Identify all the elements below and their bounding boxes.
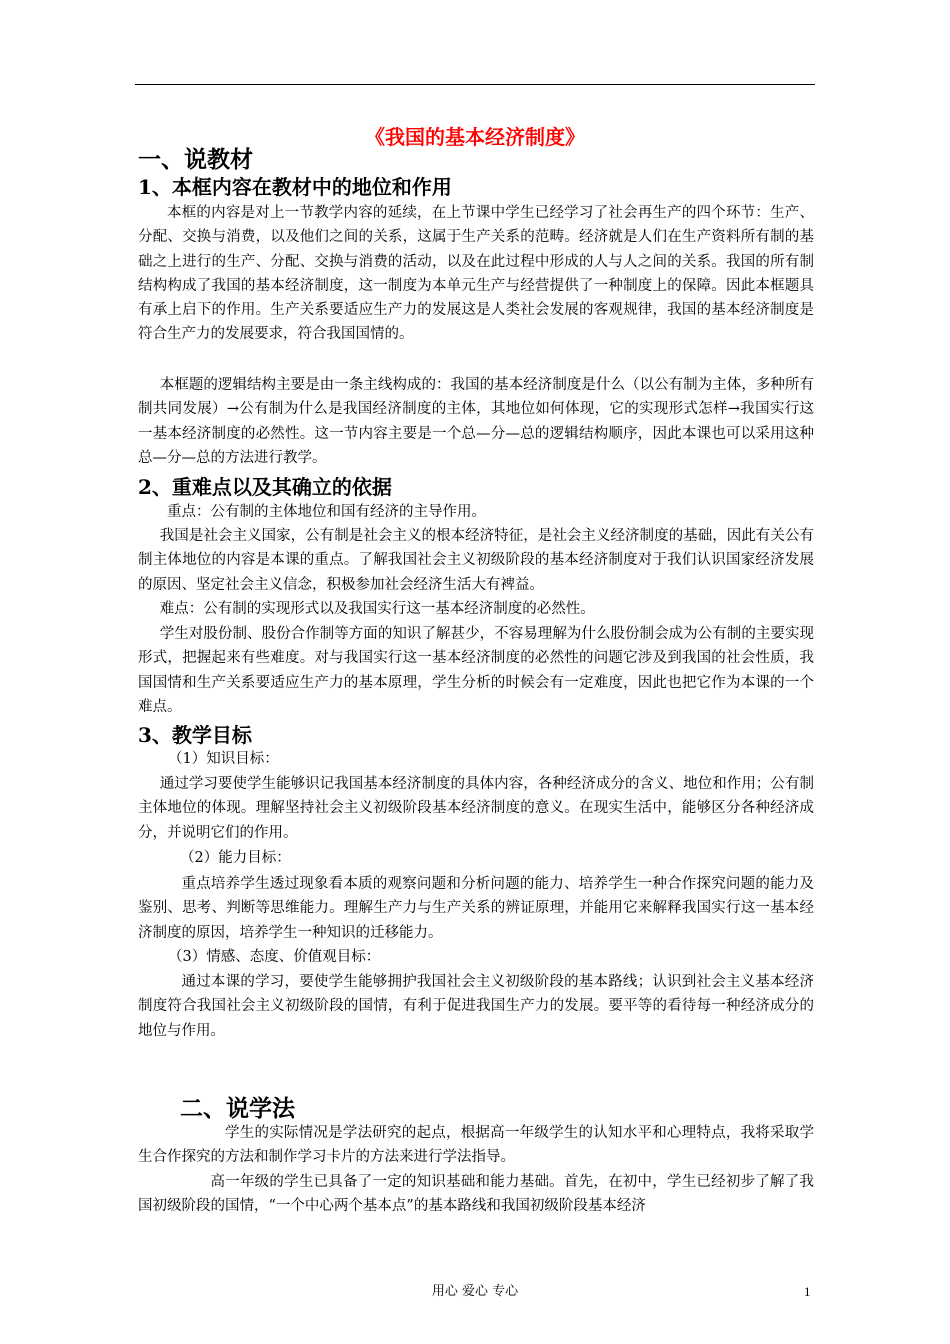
- paragraph: 本框题的逻辑结构主要是由一条主线构成的：我国的基本经济制度是什么（以公有制为主体，多种所有制共同发展）→公有制为什么是我国经济制度的主体，其地位如何体现，它的实现形式怎样→我国实行这一基本经济制度的必然性。这一节内容主要是一个总—分—总的逻辑结构顺序，因此本课也可以采用这种总—分—总的方法进行教学。: [138, 377, 814, 466]
- paragraph: 学生对股份制、股份合作制等方面的知识了解甚少，不容易理解为什么股份制会成为公有制的主要实现形式，把握起来有些难度。对与我国实行这一基本经济制度的必然性的问题它涉及到我国的社会性质，我国国情和生产关系要适应生产力的基本原理，学生分析的时候会有一定难度，因此也把它作为本课的一个难点。: [138, 626, 814, 715]
- footer-text: 用心 爱心 专心: [431, 1284, 519, 1299]
- paragraph: 重点：公有制的主体地位和国有经济的主导作用。: [167, 504, 486, 520]
- section-heading-2: 二、说学法: [180, 1095, 295, 1122]
- header-rule: [135, 84, 815, 85]
- page-number: 1: [804, 1284, 811, 1299]
- paragraph: 我国是社会主义国家，公有制是社会主义的根本经济特征，是社会主义经济制度的基础，因此有关公有制主体地位的内容是本课的重点。了解我国社会主义初级阶段的基本经济制度对于我们认识国家经济发展的原因、坚定社会主义信念，积极参加社会经济生活大有裨益。: [138, 528, 814, 593]
- section-heading-1: 一、说教材: [138, 146, 253, 173]
- paragraph: 本框的内容是对上一节教学内容的延续，在上节课中学生已经学习了社会再生产的四个环节：生产、分配、交换与消费，以及他们之间的关系，这属于生产关系的范畴。经济就是人们在生产资料所有制的基础之上进行的生产、分配、交换与消费的活动，以及在此过程中形成的人与人之间的关系。我国的所有制结构构成了我国的基本经济制度，这一制度为本单元生产与经营提供了一种制度上的保障。因此本框题具有承上启下的作用。生产关系要适应生产力的发展这是人类社会发展的客观规律，我国的基本经济制度是符合生产力的发展要求，符合我国国情的。: [138, 205, 814, 343]
- paragraph: 重点培养学生透过现象看本质的观察问题和分析问题的能力、培养学生一种合作探究问题的能力及鉴别、思考、判断等思维能力。理解生产力与生产关系的辨证原理，并能用它来解释我国实行这一基本经济制度的原因，培养学生一种知识的迁移能力。: [138, 876, 814, 941]
- paragraph: 通过学习要使学生能够识记我国基本经济制度的具体内容，各种经济成分的含义、地位和作用；公有制主体地位的体现。理解坚持社会主义初级阶段基本经济制度的意义。在现实生活中，能够区分各种经济成分，并说明它们的作用。: [138, 776, 814, 841]
- subsection-heading-1: 1、本框内容在教材中的地位和作用: [138, 175, 452, 199]
- subsection-heading-3: 3、教学目标: [138, 723, 252, 747]
- paragraph: 学生的实际情况是学法研究的起点，根据高一年级学生的认知水平和心理特点，我将采取学生合作探究的方法和制作学习卡片的方法来进行学法指导。: [138, 1125, 814, 1166]
- goal-label-ability: （2）能力目标：: [180, 850, 291, 866]
- paragraph: 难点：公有制的实现形式以及我国实行这一基本经济制度的必然性。: [159, 601, 595, 617]
- subsection-heading-2: 2、重难点以及其确立的依据: [138, 475, 392, 499]
- goal-label-values: （3）情感、态度、价值观目标：: [168, 949, 381, 965]
- goal-label-knowledge: （1）知识目标：: [168, 751, 279, 767]
- paragraph: 高一年级的学生已具备了一定的知识基础和能力基础。首先，在初中，学生已经初步了解了我国初级阶段的国情，“一个中心两个基本点”的基本路线和我国初级阶段基本经济: [138, 1174, 814, 1215]
- document-title: 《我国的基本经济制度》: [365, 125, 585, 149]
- paragraph: 通过本课的学习，要使学生能够拥护我国社会主义初级阶段的基本路线；认识到社会主义基本经济制度符合我国社会主义初级阶段的国情，有利于促进我国生产力的发展。要平等的看待每一种经济成分的地位与作用。: [138, 974, 814, 1039]
